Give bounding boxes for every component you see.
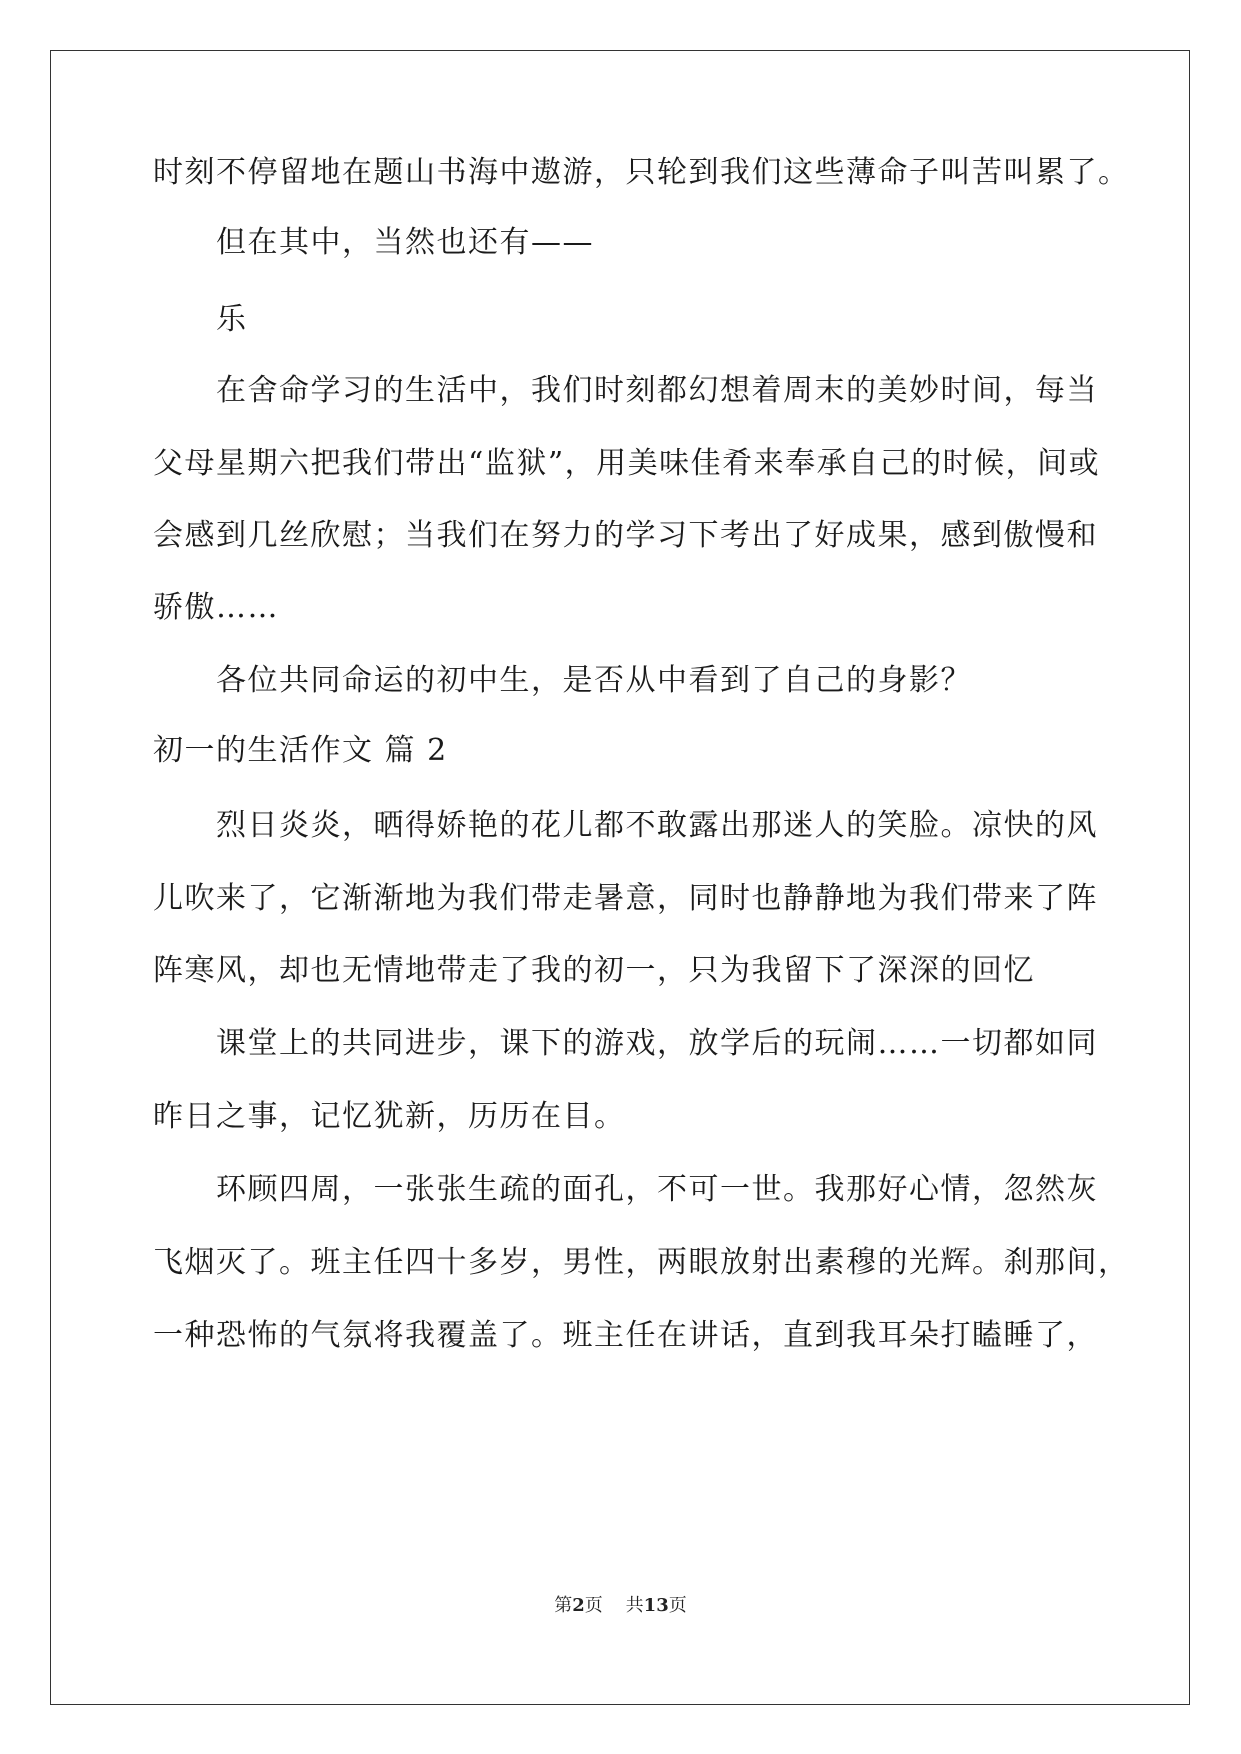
paragraph-line: 昨日之事，记忆犹新，历历在目。 — [153, 1099, 626, 1134]
paragraph-line: 骄傲…… — [153, 590, 279, 625]
paragraph-line: 在舍命学习的生活中，我们时刻都幻想着周末的美妙时间，每当 — [216, 373, 1098, 408]
footer-total-prefix: 共 — [625, 1595, 644, 1616]
page-footer — [0, 1594, 1241, 1618]
paragraph-line: 父母星期六把我们带出“监狱”，用美味佳肴来奉承自己的时候，间或 — [153, 446, 1101, 481]
paragraph-line: 但在其中，当然也还有—— — [216, 225, 594, 260]
section-heading: 初一的生活作文 篇 2 — [153, 733, 448, 768]
paragraph-line: 环顾四周，一张张生疏的面孔，不可一世。我那好心情，忽然灰 — [216, 1172, 1098, 1207]
paragraph-line: 课堂上的共同进步，课下的游戏，放学后的玩闹……一切都如同 — [216, 1026, 1098, 1061]
footer-page-number: 2 — [572, 1595, 585, 1616]
page-border — [50, 50, 1190, 1705]
paragraph-line: 烈日炎炎，晒得娇艳的花儿都不敢露出那迷人的笑脸。凉快的风 — [216, 808, 1098, 843]
paragraph-line: 各位共同命运的初中生，是否从中看到了自己的身影？ — [216, 663, 972, 698]
footer-total-suffix: 页 — [668, 1595, 687, 1616]
paragraph-line: 一种恐怖的气氛将我覆盖了。班主任在讲话，直到我耳朵打瞌睡了， — [153, 1318, 1098, 1353]
paragraph-line: 飞烟灭了。班主任四十多岁，男性，两眼放射出素穆的光辉。刹那间， — [153, 1245, 1130, 1280]
footer-page-suffix: 页 — [584, 1595, 603, 1616]
paragraph-line: 阵寒风，却也无情地带走了我的初一，只为我留下了深深的回忆 — [153, 953, 1035, 988]
paragraph-line: 会感到几丝欣慰；当我们在努力的学习下考出了好成果，感到傲慢和 — [153, 518, 1098, 553]
paragraph-line: 儿吹来了，它渐渐地为我们带走暑意，同时也静静地为我们带来了阵 — [153, 881, 1098, 916]
footer-page-prefix: 第 — [554, 1595, 573, 1616]
footer-total-pages: 13 — [643, 1595, 669, 1616]
paragraph-line: 乐 — [216, 302, 248, 337]
paragraph-line: 时刻不停留地在题山书海中遨游，只轮到我们这些薄命子叫苦叫累了。 — [153, 155, 1130, 190]
